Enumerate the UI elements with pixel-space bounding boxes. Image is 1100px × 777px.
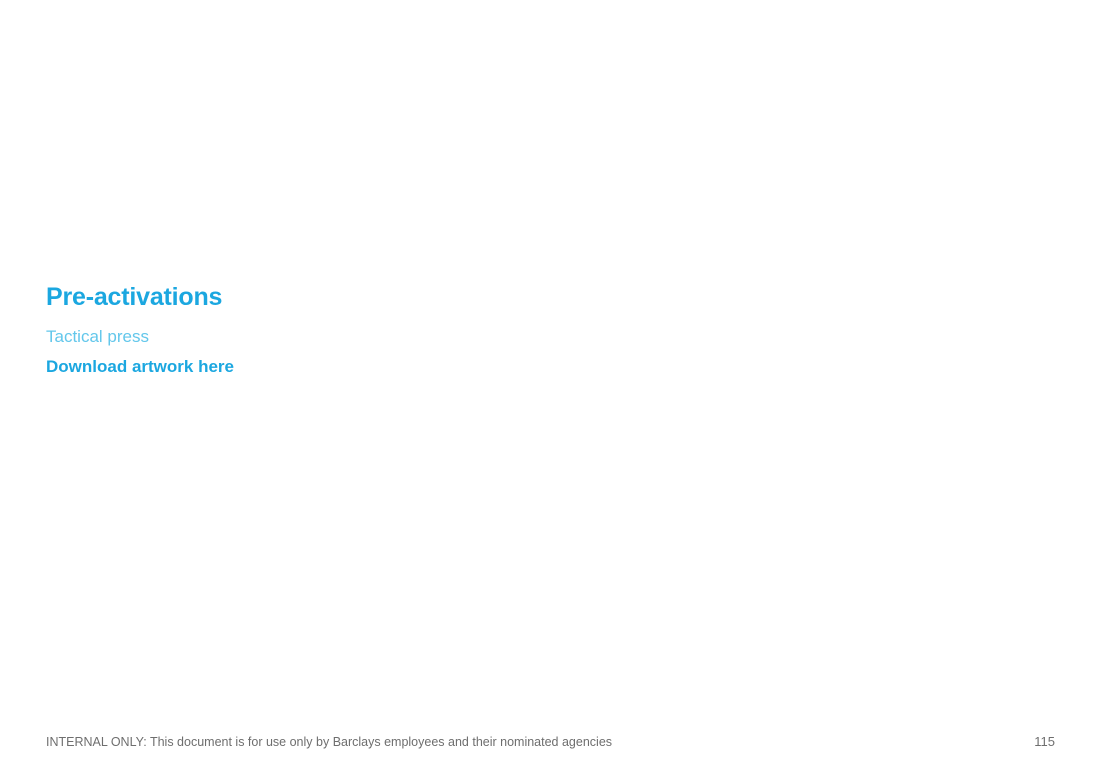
internal-only-notice: INTERNAL ONLY: This document is for use only by Barclays employees and their nominated agencies [46, 735, 613, 749]
page-subtitle: Tactical press [46, 326, 149, 346]
download-artwork-link[interactable]: Download artwork here [46, 357, 234, 377]
content-block [46, 283, 234, 378]
page-number: 115 [1034, 734, 1055, 749]
page-footer [46, 734, 1055, 749]
page-title: Pre-activations [46, 283, 223, 311]
